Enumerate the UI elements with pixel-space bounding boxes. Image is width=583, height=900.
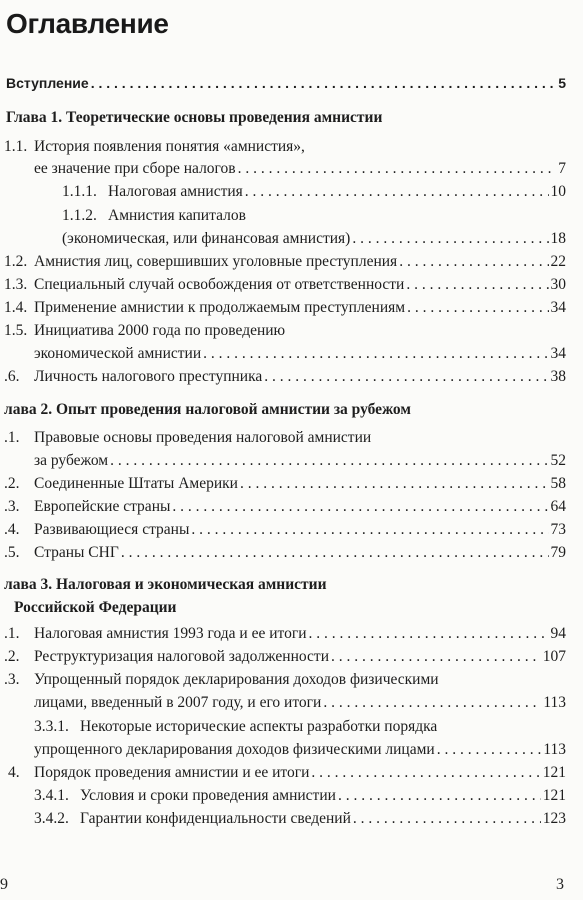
toc-page-number: 64 [550, 498, 566, 515]
toc-entry-title: Развивающиеся страны [34, 521, 190, 538]
toc-entry-number: 1.4. [4, 299, 28, 316]
toc-page-number: 22 [550, 253, 566, 270]
toc-entry [8, 762, 566, 784]
toc-entry-title: Амнистия капиталов [108, 207, 246, 224]
toc-page-number: 121 [542, 764, 566, 781]
toc-entry-number: 1.5. [4, 322, 28, 339]
toc-entry-continued [34, 450, 566, 472]
toc-leader-dots [172, 496, 548, 518]
toc-entry [4, 542, 566, 564]
toc-leader-dots [353, 808, 541, 830]
toc-entry-number: .2. [4, 648, 20, 665]
toc-leader-dots [203, 343, 548, 365]
toc-entry-number: 1.3. [4, 276, 28, 293]
toc-entry [4, 274, 566, 296]
toc-leader-dots [238, 158, 557, 180]
toc-leader-dots [309, 623, 549, 645]
toc-entry [62, 205, 246, 227]
toc-entry-title: История появления понятия «амнистия», [34, 138, 305, 155]
toc-page-number: 94 [550, 625, 566, 642]
toc-page-number: 123 [542, 810, 566, 827]
chapter-1-title: Глава 1. Теоретические основы проведения амнистии [6, 109, 383, 126]
toc-entry [34, 808, 566, 830]
toc-entry-title: (экономическая, или финансовая амнистия) [62, 230, 351, 247]
toc-leader-dots [352, 228, 548, 250]
toc-leader-dots [338, 785, 541, 807]
toc-entry-number: .5. [4, 544, 20, 561]
toc-entry [34, 785, 566, 807]
toc-entry-title: Налоговая амнистия 1993 года и ее итоги [34, 625, 307, 642]
toc-entry-title: Личность налогового преступника [34, 368, 263, 385]
toc-entry-number: .6. [4, 368, 20, 385]
toc-entry-number: 4. [8, 764, 20, 781]
toc-entry [4, 366, 566, 388]
toc-entry-continued [34, 343, 566, 365]
page-title: Оглавление [6, 8, 169, 39]
chapter-3-title-continued: Российской Федерации [14, 599, 177, 616]
toc-page-number: 121 [542, 787, 566, 804]
toc-entry-title: Соединенные Штаты Америки [34, 475, 238, 492]
toc-entry-number: .2. [4, 475, 20, 492]
toc-entry-number: 3.4.2. [34, 810, 69, 827]
toc-leader-dots [240, 473, 549, 495]
toc-entry-title: Специальный случай освобождения от ответственности [34, 276, 405, 293]
toc-entry-title: Упрощенный порядок декларирования доходов физическими [34, 671, 439, 688]
toc-page-number: 79 [550, 544, 566, 561]
toc-entry-title: Налоговая амнистия [108, 183, 243, 200]
toc-entry-number: 1.1.2. [62, 207, 97, 224]
toc-entry [4, 496, 566, 518]
toc-entry-title: Реструктуризация налоговой задолженности [34, 648, 329, 665]
toc-entry [4, 519, 566, 541]
toc-entry-number: .1. [4, 625, 20, 642]
toc-entry-title: за рубежом [34, 452, 109, 469]
toc-entry-number: 1.1. [4, 138, 28, 155]
toc-entry-title: Некоторые исторические аспекты разработки порядка [80, 718, 438, 735]
toc-page-number: 30 [550, 276, 566, 293]
toc-entry-title: Условия и сроки проведения амнистии [80, 787, 336, 804]
toc-page-number: 58 [550, 475, 566, 492]
toc-entry-title: Порядок проведения амнистии и ее итоги [34, 764, 310, 781]
toc-leader-dots [323, 692, 541, 714]
toc-entry [34, 716, 437, 738]
toc-entry-continued [34, 692, 566, 714]
toc-entry-title: Гарантии конфиденциальности сведений [80, 810, 351, 827]
toc-page-number: 73 [550, 521, 566, 538]
toc-entry-title: Применение амнистии к продолжаемым преступлениям [34, 299, 406, 316]
toc-entry [4, 473, 566, 495]
toc-entry-number: .4. [4, 521, 20, 538]
toc-leader-dots [191, 519, 548, 541]
chapter-3-title: лава 3. Налоговая и экономическая амнистии [4, 576, 327, 593]
toc-entry [62, 181, 566, 203]
toc-leader-dots [245, 181, 549, 203]
toc-entry-title: Европейские страны [34, 498, 171, 515]
toc-leader-dots [91, 72, 557, 94]
toc-entry [4, 297, 566, 319]
toc-page-number: 38 [550, 368, 566, 385]
toc-entry [4, 251, 566, 273]
toc-entry-number: .3. [4, 498, 20, 515]
folio-right: 3 [556, 876, 564, 893]
toc-entry-intro [6, 72, 566, 94]
toc-page-number: 18 [550, 230, 566, 247]
toc-entry-title: упрощенного декларирования доходов физическими лицами [34, 741, 435, 758]
toc-leader-dots [407, 297, 548, 319]
toc-entry [4, 427, 371, 449]
toc-leader-dots [399, 251, 548, 273]
toc-entry-title: Амнистия лиц, совершивших уголовные преступления [34, 253, 398, 270]
toc-page-number: 7 [558, 160, 566, 177]
toc-page-number: 113 [543, 694, 566, 711]
toc-entry-title: ее значение при сборе налогов [34, 160, 236, 177]
toc-entry [4, 320, 285, 342]
toc-entry-title: лицами, введенный в 2007 году, и его итоги [34, 694, 322, 711]
toc-entry-number: .3. [4, 671, 20, 688]
toc-entry-number: 1.2. [4, 253, 28, 270]
toc-entry-continued [62, 228, 566, 250]
chapter-2-title: лава 2. Опыт проведения налоговой амнистии за рубежом [4, 401, 411, 418]
toc-leader-dots [264, 366, 548, 388]
toc-entry-number: .1. [4, 429, 20, 446]
toc-entry-title: Вступление [6, 75, 89, 91]
toc-entry [4, 669, 439, 691]
toc-entry [4, 646, 566, 668]
toc-leader-dots [406, 274, 548, 296]
toc-leader-dots [110, 450, 548, 472]
toc-entry-title: Страны СНГ [34, 544, 119, 561]
toc-leader-dots [437, 739, 542, 761]
toc-entry-title: Правовые основы проведения налоговой амнистии [34, 429, 372, 446]
toc-page-number: 5 [558, 75, 566, 91]
toc-leader-dots [311, 762, 540, 784]
toc-page-number: 34 [550, 299, 566, 316]
toc-page-number: 34 [550, 345, 566, 362]
toc-entry-number: 1.1.1. [62, 183, 97, 200]
toc-entry-number: 3.3.1. [34, 718, 69, 735]
toc-entry-continued [34, 739, 566, 761]
toc-leader-dots [331, 646, 541, 668]
toc-page-number: 107 [542, 648, 566, 665]
toc-entry [4, 136, 305, 158]
toc-page-number: 52 [550, 452, 566, 469]
toc-page-number: 113 [543, 741, 566, 758]
toc-entry-title: экономической амнистии [34, 345, 202, 362]
folio-left: 9 [0, 876, 8, 893]
toc-page-number: 10 [550, 183, 566, 200]
toc-leader-dots [121, 542, 549, 564]
toc-entry [4, 623, 566, 645]
toc-entry-title: Инициатива 2000 года по проведению [34, 322, 286, 339]
toc-entry-continued [34, 158, 566, 180]
toc-entry-number: 3.4.1. [34, 787, 69, 804]
